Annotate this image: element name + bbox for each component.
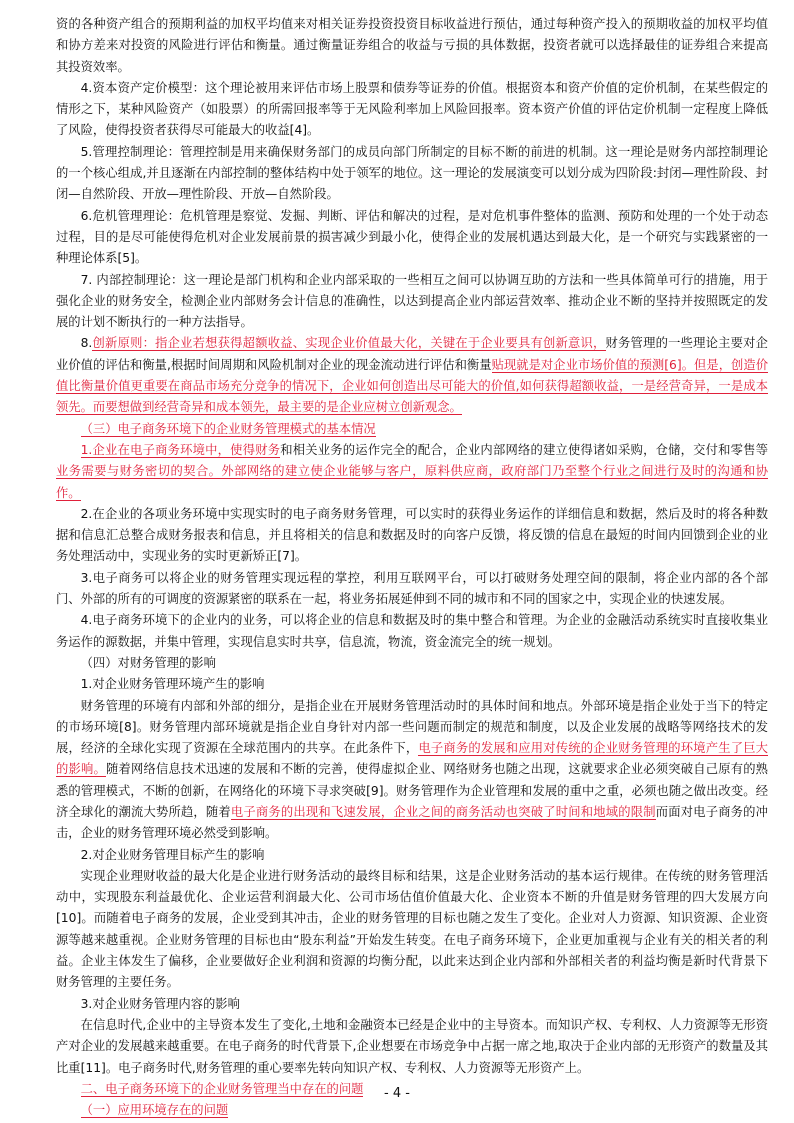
page-number: - 4 - xyxy=(384,1086,410,1101)
highlighted-text: （三）电子商务环境下的企业财务管理模式的基本情况 xyxy=(80,421,376,436)
paragraph xyxy=(56,994,768,1015)
highlighted-text: 二、电子商务环境下的企业财务管理当中存在的问题 xyxy=(80,1081,364,1096)
paragraph xyxy=(56,14,768,78)
text-run: 资的各种资产组合的预期利益的加权平均值来对相关证券投资投资目标收益进行预估，通过每种资产投入的预期收益的加权平均值和协方差来对投资的风险进行评估和衡量。通过衡量证券组合的收益与亏损的具体数据，投资者就可以选择最佳的证券组合来提高其投资效率。 xyxy=(56,17,768,74)
section-heading xyxy=(56,419,768,440)
document-body xyxy=(56,14,768,1121)
highlighted-text: （一）应用环境存在的问题 xyxy=(80,1103,229,1118)
text-run: 实现企业理财收益的最大化是企业进行财务活动的最终目标和结果，这是企业财务活动的基本运行规律。在传统的财务管理活动中，实现股东利益最优化、企业运营利润最大化、公司市场估值价值最大化、企业资本不断的升值是财务管理的四大发展方向[10]。而随着电子商务的发展，企业受到其冲击，企业的财务管理的目标也随之发生了变化。企业对人力资源、知识资源、企业资源等越来越重视。企业财务管理的目标也由“股东利益”开始发生转变。在电子商务环境下，企业更加重视与企业有关的相关者的利益。企业主体发生了偏移，企业要做好企业利润和资源的均衡分配，以此来达到企业内部和外部相关者的利益均衡是新时代背景下财务管理的主要任务。 xyxy=(56,868,768,990)
text-run: 1.对企业财务管理环境产生的影响 xyxy=(80,677,265,692)
text-run: 4.电子商务环境下的企业内的业务，可以将企业的信息和数据及时的集中整合和管理。为企业的金融活动系统实时直接收集业务运作的源数据，并集中管理，实现信息实时共享，信息流，物流，资金流完全的统一规划。 xyxy=(56,613,768,649)
text-run: 3.电子商务可以将企业的财务管理实现远程的掌控，利用互联网平台，可以打破财务处理空间的限制，将企业内部的各个部门、外部的所有的可调度的资源紧密的联系在一起，将业务拓展延伸到不同的城市和不同的国家之中，实现企业的快速发展。 xyxy=(56,570,768,607)
text-run: 而面对电子商务的冲击，企业的财务管理环境必然受到影响。 xyxy=(56,804,768,841)
text-run: 在信息时代,企业中的主导资本发生了变化,土地和金融资本已经是企业中的主导资本。而知识产权、专利权、人力资源等无形资产对企业的发展越来越重要。在电子商务的时代背景下,企业想要在市场竞争中占据一席之地,取决于企业内部的无形资产的数量及其比重[11]。电子商务时代,财务管理的重心要率先转向知识产权、专利权、人力资源等无形资产上。 xyxy=(56,1017,768,1075)
paragraph xyxy=(56,845,768,866)
paragraph xyxy=(56,504,768,568)
highlighted-text: 电子商务的出现和飞速发展，企业之间的商务活动也突破了时间和地域的限制 xyxy=(230,804,656,819)
highlighted-text: 1.企业在电子商务环境中，使得财务 xyxy=(80,442,281,457)
paragraph xyxy=(56,206,768,270)
paragraph xyxy=(56,333,768,418)
text-run: 7. 内部控制理论：这一理论是部门机构和企业内部采取的一些相互之间可以协调互助的方法和一些具体简单可行的措施，用于强化企业的财务安全，检测企业内部财务会计信息的准确性，以达到提高企业内部运营效率、推动企业不断的坚持并按照既定的发展的计划不断执行的一种方法指导。 xyxy=(56,272,768,330)
paragraph xyxy=(56,78,768,142)
text-run: 和相关业务的运作完全的配合，企业内部网络的建立使得诸如采购，仓储，交付和零售等 xyxy=(280,442,768,457)
paragraph xyxy=(56,674,768,695)
text-run: 4.资本资产定价模型：这个理论被用来评估市场上股票和债券等证券的价值。根据资本和资产价值的定价机制，在某些假定的情形之下，某种风险资产（如股票）的所需回报率等于无风险利率加上风险回报率。资本资产价值的评估定价机制一定程度上降低了风险，使得投资者获得尽可能最大的收益[4]。 xyxy=(56,80,768,138)
text-run: （四）对财务管理的影响 xyxy=(80,655,216,670)
text-run: 8. xyxy=(80,336,93,351)
section-heading xyxy=(56,1100,768,1121)
text-run: 3.对企业财务管理内容的影响 xyxy=(80,996,240,1011)
paragraph xyxy=(56,270,768,334)
highlighted-text: 业务需要与财务密切的契合。外部网络的建立使企业能够与客户，原料供应商，政府部门乃至整个行业之间进行及时的沟通和协作。 xyxy=(56,464,768,500)
text-run: 随着网络信息技术迅速的发展和不断的完善，使得虚拟企业、网络财务也随之出现，这就要求企业必须突破自己原有的熟悉的管理模式，不断的创新，在网络化的环境下寻求突破[9]。财务管理作为企业管理和发展的重中之重，必须也随之做出改变。经济全球化的潮流大势所趋，随着 xyxy=(56,762,768,819)
paragraph xyxy=(56,696,768,845)
paragraph xyxy=(56,610,768,653)
highlighted-text: 创新原则：指企业若想获得超额收益、实现企业价值最大化，关键在于企业要具有创新意识， xyxy=(92,336,606,351)
text-run: 2.在企业的各项业务环境中实现实时的电子商务财务管理，可以实时的获得业务运作的详细信息和数据，然后及时的将各种数据和信息汇总整合成财务报表和信息，并且将相关的信息和数据及时的向客户反馈，将反馈的信息在最短的时间内回馈到企业的业务处理活动中，实现业务的实时更新矫正[7]。 xyxy=(56,506,768,564)
paragraph xyxy=(56,1015,768,1079)
text-run: 5.管理控制理论：管理控制是用来确保财务部门的成员向部门所制定的目标不断的前进的机制。这一理论是财务内部控制理论的一个核心组成,并且逐渐在内部控制的整体结构中处于领军的地位。这一理论的发展演变可以划分成为四阶段:封闭—理性阶段、封闭—自然阶段、开放—理性阶段、开放—自然阶段。 xyxy=(56,144,768,202)
paragraph xyxy=(56,142,768,206)
highlighted-text: 电子商务的发展和应用对传统的企业财务管理的环境产生了巨大的影响。 xyxy=(56,741,768,777)
highlighted-text: 贴现就是对企业市场价值的预测[6]。但是，创造价值比衡量价值更重要在商品市场充分竞争的情况下，企业如何创造出尽可能大的价值,如何获得超额收益，一是经营奇异，一是成本领先。而要想做到经营奇异和成本领先，最主要的是企业应树立创新观念。 xyxy=(56,357,768,415)
text-run: 2.对企业财务管理目标产生的影响 xyxy=(80,847,265,862)
paragraph xyxy=(56,866,768,994)
paragraph xyxy=(56,440,768,504)
paragraph xyxy=(56,568,768,611)
paragraph xyxy=(56,653,768,674)
text-run: 6.危机管理理论：危机管理是察觉、发掘、判断、评估和解决的过程，是对危机事件整体的监测、预防和处理的一个处于动态过程，目的是尽可能使得危机对企业发展前景的损害减少到最小化，使得企业的发展机遇达到最大化，是一个研究与实践紧密的一种理论体系[5]。 xyxy=(56,208,768,266)
text-run: 财务管理的环境有内部和外部的细分，是指企业在开展财务管理活动时的具体时间和地点。外部环境是指企业处于当下的特定的市场环境[8]。财务管理内部环境就是指企业自身针对内部一些问题而制定的规范和制度，以及企业发展的战略等网络技术的发展，经济的全球化实现了资源在全球范围内的共享。在此条件下， xyxy=(56,698,768,756)
text-run: 财务管理的一些理论主要对企业价值的评估和衡量,根据时间周期和风险机制对企业的现金流动进行评估和衡量 xyxy=(56,336,768,372)
